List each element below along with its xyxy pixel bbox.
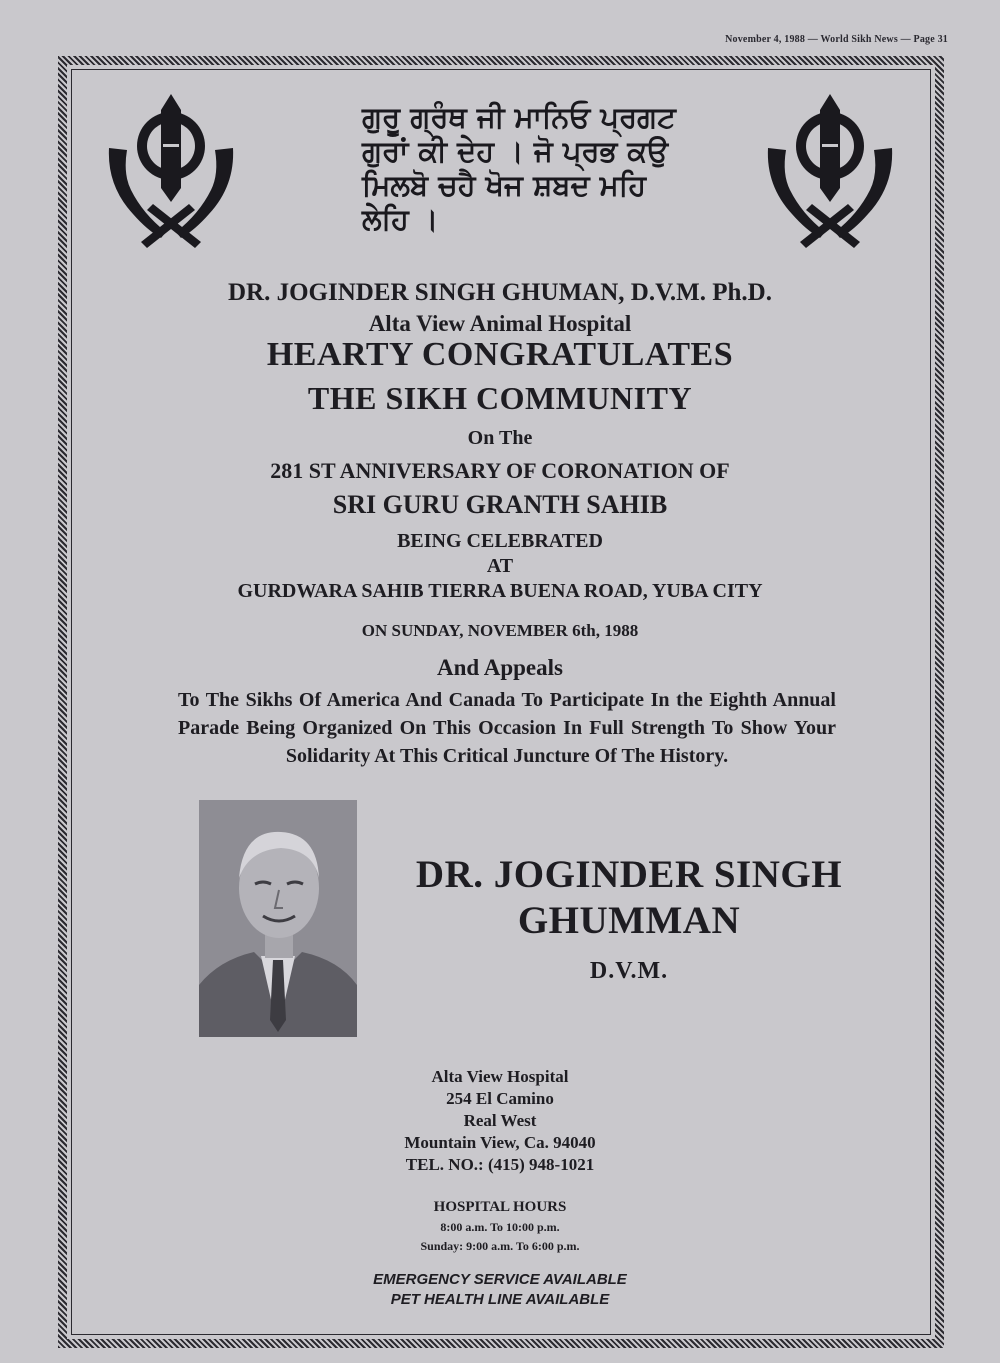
profile-name-line1: DR. JOGINDER SINGH <box>415 853 843 896</box>
page-header: November 4, 1988 — World Sikh News — Page 31 <box>725 34 948 45</box>
event-date: ON SUNDAY, NOVEMBER 6th, 1988 <box>361 621 639 640</box>
headline-community: THE SIKH COMMUNITY <box>307 380 693 416</box>
contact-street2: Real West <box>463 1111 537 1130</box>
profile-name-line2: GHUMMAN <box>517 899 741 942</box>
being-celebrated-text: BEING CELEBRATED <box>397 530 603 552</box>
gurbani-line: ਲੇਹਿ । <box>362 202 439 236</box>
gurbani-verse <box>362 100 682 236</box>
hospital-name: Alta View Animal Hospital <box>368 311 632 336</box>
hours-sunday: Sunday: 9:00 a.m. To 6:00 p.m. <box>420 1239 580 1253</box>
anniversary-text: 281 ST ANNIVERSARY OF CORONATION OF <box>270 458 730 483</box>
emergency-service-text: EMERGENCY SERVICE AVAILABLE <box>373 1271 627 1288</box>
hours-weekday: 8:00 a.m. To 10:00 p.m. <box>440 1220 560 1234</box>
at-text: AT <box>486 555 514 577</box>
on-the-text: On The <box>467 427 533 449</box>
hours-title: HOSPITAL HOURS <box>433 1199 567 1215</box>
contact-street1: 254 El Camino <box>446 1089 554 1108</box>
contact-phone: TEL. NO.: (415) 948-1021 <box>405 1155 595 1174</box>
pet-health-line-text: PET HEALTH LINE AVAILABLE <box>390 1291 610 1308</box>
khanda-icon <box>762 92 898 252</box>
gurbani-line: ਗੁਰਾਂ ਕੀ ਦੇਹ । ਜੋ ਪ੍ਰਭ ਕਉ <box>362 134 669 168</box>
gurbani-line: ਗੁਰੂ ਗ੍ਰੰਥ ਜੀ ਮਾਨਿਓ ਪ੍ਰਗਟ <box>362 100 676 134</box>
profile-title: D.V.M. <box>589 958 669 984</box>
sponsor-name: DR. JOGINDER SINGH GHUMAN, D.V.M. Ph.D. <box>227 279 772 306</box>
appeals-text: To The Sikhs Of America And Canada To Participate In the Eighth Annual Parade Being Organized On This Occasion In Full Strength To Show Your Solidarity At This Critical Juncture Of The History. <box>178 689 836 767</box>
appeals-title: And Appeals <box>437 655 563 680</box>
contact-hospital: Alta View Hospital <box>431 1067 569 1086</box>
contact-city: Mountain View, Ca. 94040 <box>404 1133 596 1152</box>
portrait-photo <box>199 800 357 1037</box>
khanda-icon <box>103 92 239 252</box>
granth-title: SRI GURU GRANTH SAHIB <box>332 490 668 519</box>
headline-congratulates: HEARTY CONGRATULATES <box>266 336 734 373</box>
event-location: GURDWARA SAHIB TIERRA BUENA ROAD, YUBA CITY <box>237 580 763 602</box>
gurbani-line: ਮਿਲਬੋ ਚਹੈ ਖੋਜ ਸ਼ਬਦ ਮਹਿ <box>362 168 647 202</box>
